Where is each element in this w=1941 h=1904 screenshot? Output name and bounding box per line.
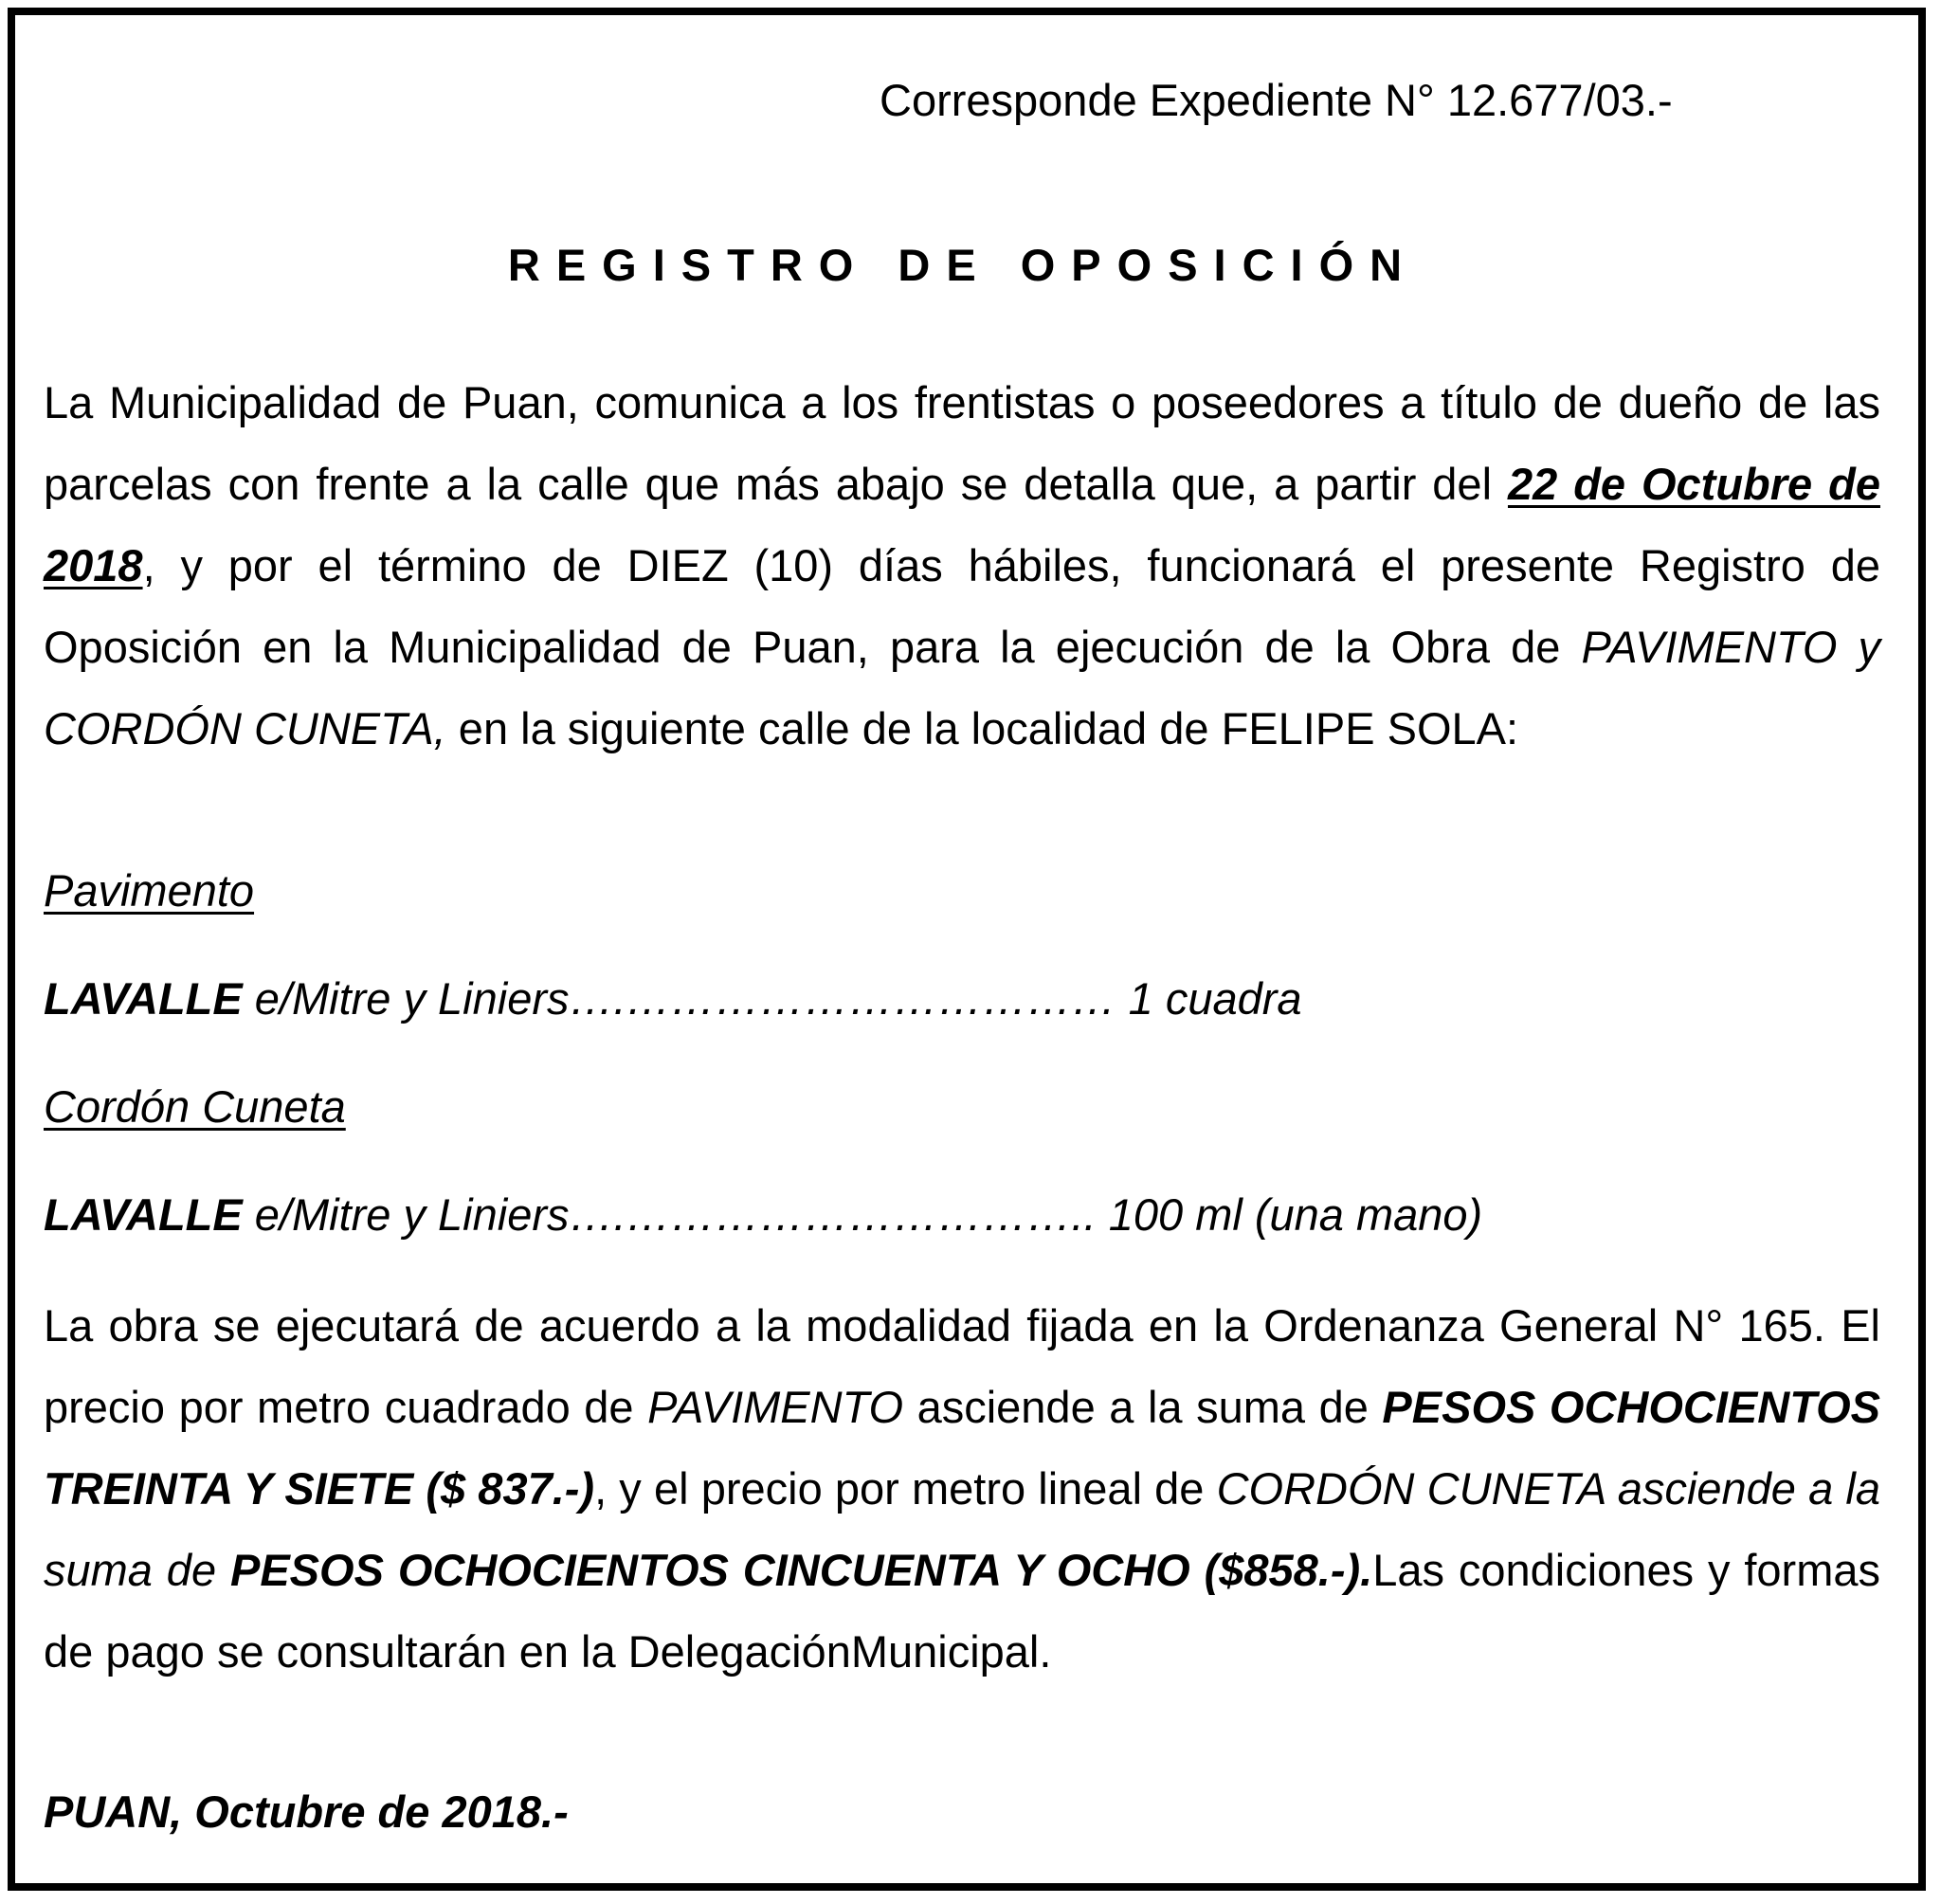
obra-name: PAVIMENTO y CORDÓN CUNETA, <box>44 622 1880 753</box>
section-label-cordon-cuneta: Cordón Cuneta <box>44 1081 346 1132</box>
price-pavimento: PESOS OCHOCIENTOS TREINTA Y SIETE ($ 837.-) <box>44 1382 1880 1514</box>
terms-pavimento: PAVIMENTO <box>647 1382 904 1432</box>
item-pavimento-detail: e/Mitre y Liniers….…………………………… 1 cuadra <box>242 973 1302 1024</box>
terms-text-1: La obra se ejecutará de acuerdo a la modalidad fijada en la Ordenanza General N° 165. El precio por metro cuadrado de <box>44 1300 1880 1432</box>
item-cordon-detail: e/Mitre y Liniers….………………………….. 100 ml (una mano) <box>242 1189 1483 1240</box>
terms-text-4: Las condiciones y formas de pago se consultarán en la DelegaciónMunicipal. <box>44 1545 1880 1677</box>
item-cordon-street: LAVALLE <box>44 1189 243 1240</box>
expediente-number: Corresponde Expediente N° 12.677/03.- <box>880 75 1673 125</box>
start-date: 22 de Octubre de 2018 <box>44 459 1880 590</box>
intro-text-1: La Municipalidad de Puan, comunica a los frentistas o poseedores a título de dueño de las parcelas con frente a la calle que más abajo se detalla que, a partir del <box>44 377 1880 509</box>
intro-text-3: en la siguiente calle de la localidad de FELIPE SOLA: <box>445 703 1519 753</box>
intro-paragraph <box>44 362 1880 770</box>
terms-text-2: asciende a la suma de <box>903 1382 1383 1432</box>
item-pavimento-street: LAVALLE <box>44 973 243 1024</box>
terms-paragraph <box>44 1285 1880 1693</box>
item-pavimento <box>44 969 1302 1029</box>
item-cordon-cuneta <box>44 1185 1482 1245</box>
document-title: REGISTRO DE OPOSICIÓN <box>507 240 1419 290</box>
price-cordon: PESOS OCHOCIENTOS CINCUENTA Y OCHO ($858.-). <box>229 1545 1373 1595</box>
section-label-pavimento: Pavimento <box>44 865 255 916</box>
terms-text-3: , y el precio por metro lineal de <box>594 1463 1217 1514</box>
closing-place-date: PUAN, Octubre de 2018.- <box>44 1786 569 1837</box>
intro-text-2: , y por el término de DIEZ (10) días hábiles, funcionará el presente Registro de Oposición en la Municipalidad de Puan, para la ejecución de la Obra de <box>44 540 1880 672</box>
terms-cordon: CORDÓN CUNETA asciende a la suma de <box>44 1463 1880 1595</box>
